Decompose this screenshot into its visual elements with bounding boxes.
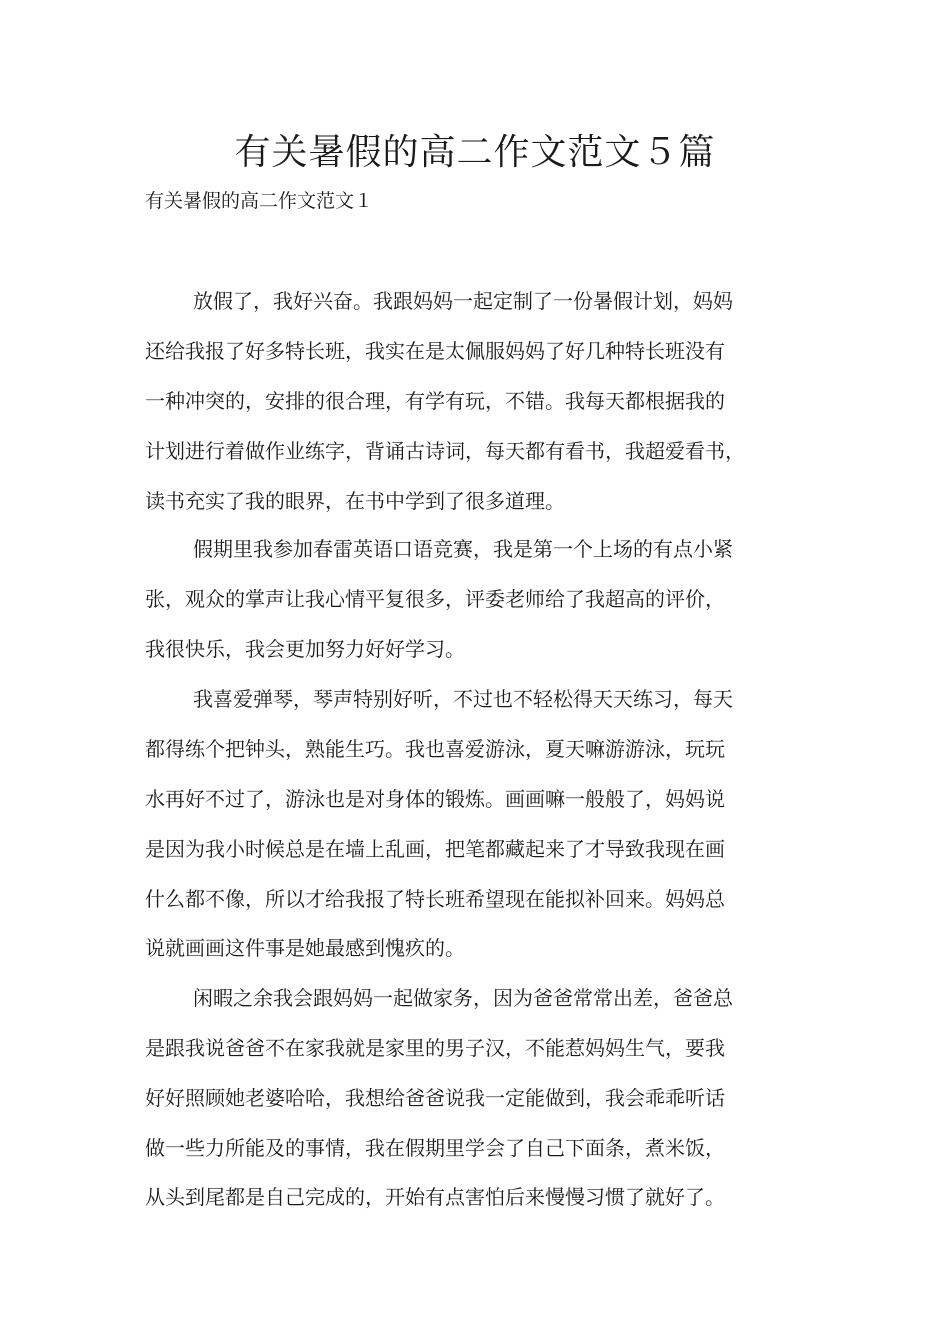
document-title: 有关暑假的高二作文范文５篇 [234, 132, 716, 173]
paragraph-2-line-2: 张，观众的掌声让我心情平复很多，评委老师给了我超高的评价， [145, 587, 725, 611]
paragraph-3-line-3: 水再好不过了，游泳也是对身体的锻炼。画画嘛一般般了，妈妈说 [145, 787, 725, 811]
paragraph-3-line-2: 都得练个把钟头，熟能生巧。我也喜爱游泳，夏天嘛游游泳，玩玩 [145, 737, 725, 761]
paragraph-1-line-2: 还给我报了好多特长班，我实在是太佩服妈妈了好几种特长班没有 [145, 339, 725, 363]
paragraph-4-line-5: 从头到尾都是自己完成的，开始有点害怕后来慢慢习惯了就好了。 [145, 1185, 725, 1209]
paragraph-4-line-1: 闲暇之余我会跟妈妈一起做家务，因为爸爸常常出差，爸爸总 [193, 986, 733, 1010]
paragraph-2-line-1: 假期里我参加春雷英语口语竞赛，我是第一个上场的有点小紧 [193, 537, 733, 561]
paragraph-1-line-1: 放假了，我好兴奋。我跟妈妈一起定制了一份暑假计划，妈妈 [193, 289, 733, 313]
paragraph-3-line-6: 说就画画这件事是她最感到愧疚的。 [145, 936, 465, 960]
paragraph-1-line-5: 读书充实了我的眼界，在书中学到了很多道理。 [145, 489, 565, 513]
section-title: 有关暑假的高二作文范文１ [145, 190, 374, 212]
paragraph-1-line-3: 一种冲突的，安排的很合理，有学有玩，不错。我每天都根据我的 [145, 389, 725, 413]
paragraph-4-line-4: 做一些力所能及的事情，我在假期里学会了自己下面条，煮米饭， [145, 1136, 725, 1160]
paragraph-2-line-3: 我很快乐，我会更加努力好好学习。 [145, 637, 465, 661]
paragraph-1-line-4: 计划进行着做作业练字，背诵古诗词，每天都有看书，我超爱看书， [145, 439, 745, 463]
paragraph-4-line-3: 好好照顾她老婆哈哈，我想给爸爸说我一定能做到，我会乖乖听话 [145, 1086, 725, 1110]
paragraph-3-line-5: 什么都不像，所以才给我报了特长班希望现在能拟补回来。妈妈总 [145, 887, 725, 911]
paragraph-3-line-4: 是因为我小时候总是在墙上乱画，把笔都藏起来了才导致我现在画 [145, 837, 725, 861]
paragraph-3-line-1: 我喜爱弹琴，琴声特别好听，不过也不轻松得天天练习，每天 [193, 687, 733, 711]
paragraph-4-line-2: 是跟我说爸爸不在家我就是家里的男子汉，不能惹妈妈生气，要我 [145, 1036, 725, 1060]
